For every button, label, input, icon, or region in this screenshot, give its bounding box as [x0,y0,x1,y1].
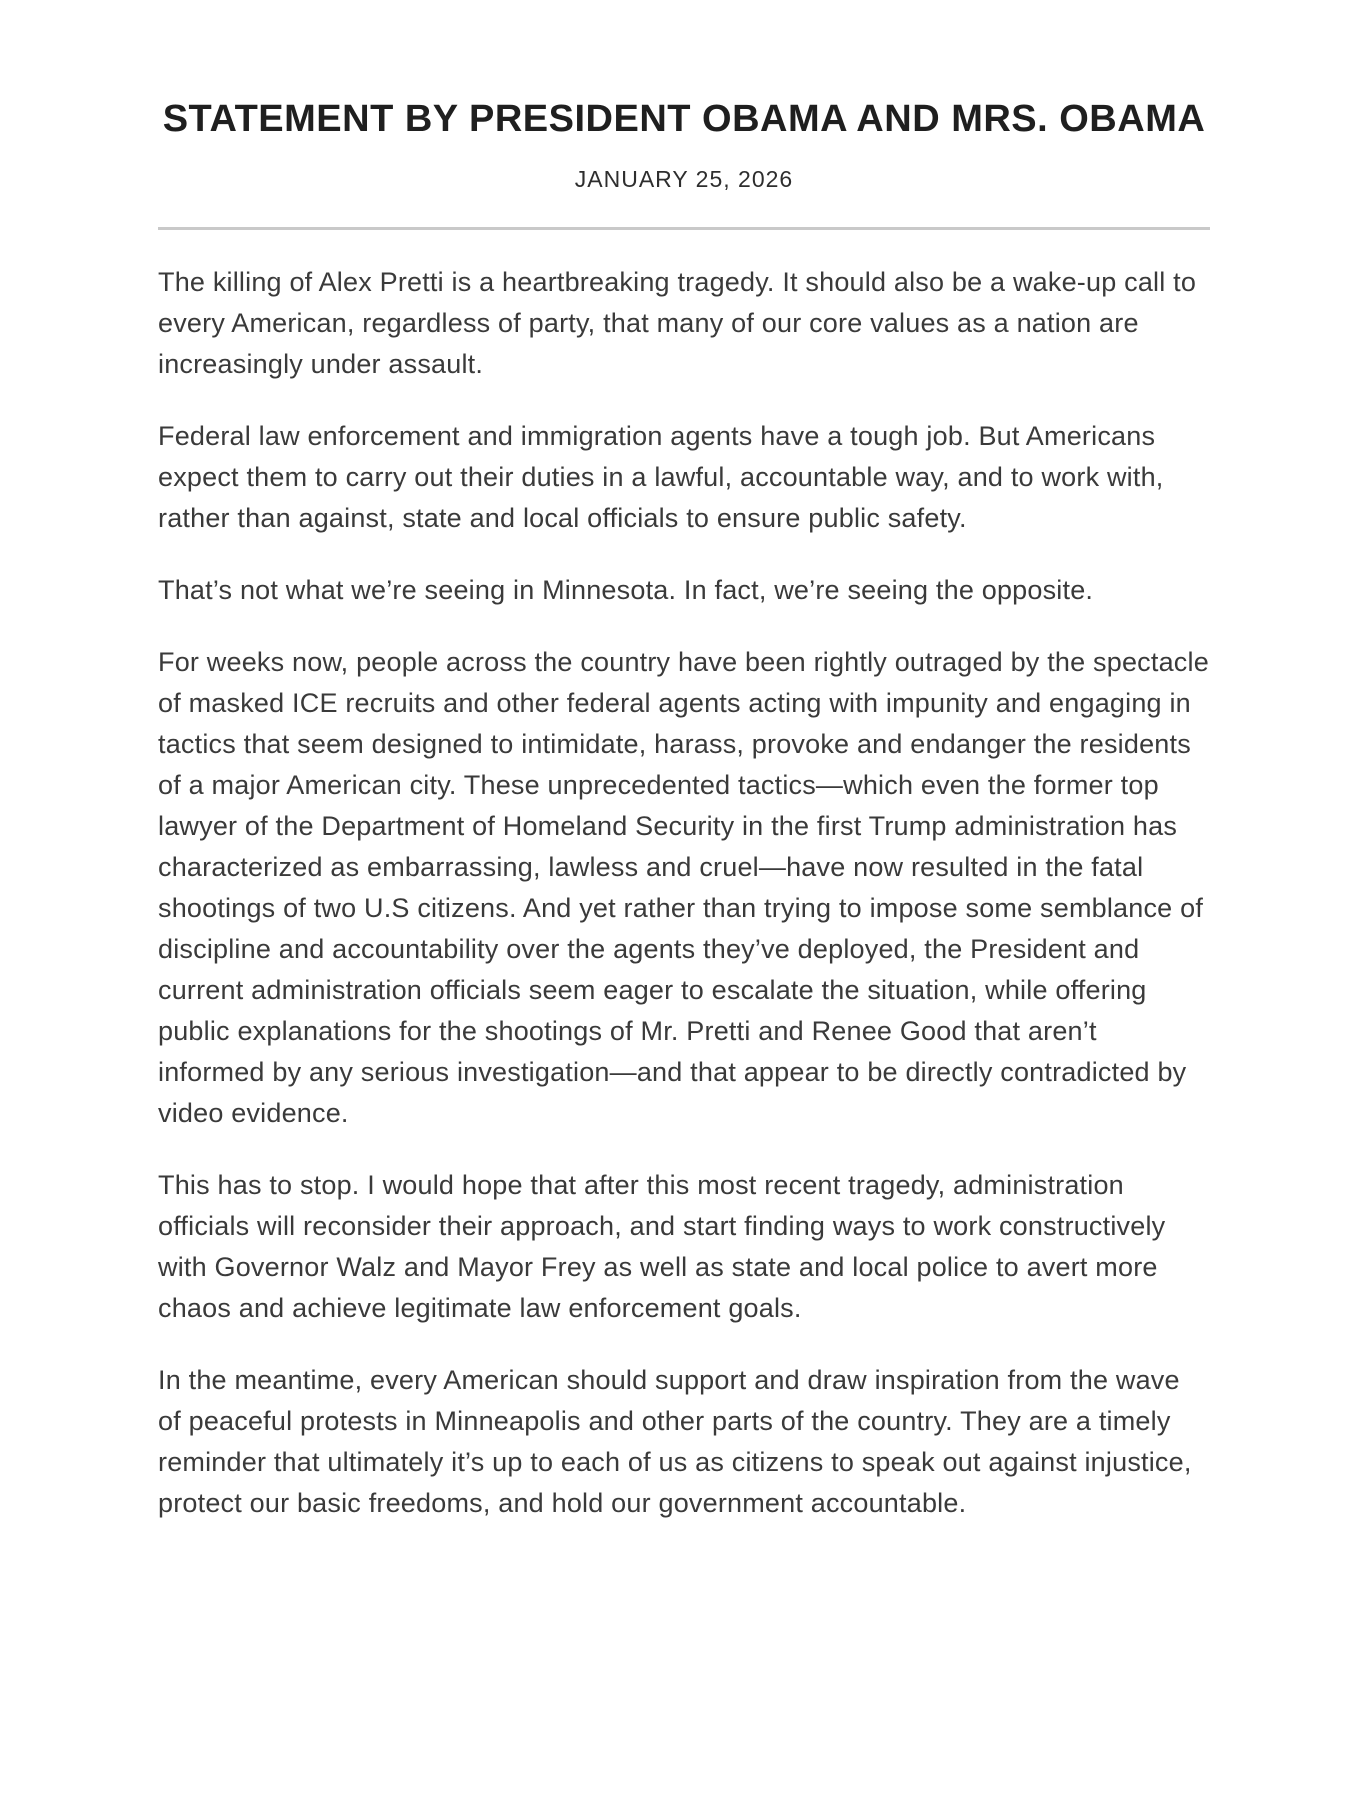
header-divider [158,227,1210,230]
statement-title: STATEMENT BY PRESIDENT OBAMA AND MRS. OBAMA [162,98,1206,140]
statement-header [158,98,1210,230]
statement-date: JANUARY 25, 2026 [574,166,794,193]
paragraph: In the meantime, every American should support and draw inspiration from the wave of peaceful protests in Minneapolis and other parts of the country. They are a timely reminder that ultimately it’s up to each of us as citizens to speak out against injustice, protect our basic freedoms, and hold our government accountable. [158,1365,1192,1519]
paragraph: For weeks now, people across the country have been rightly outraged by the spectacle of masked ICE recruits and other federal agents acting with impunity and engaging in tactics that seem designed to intimidate, harass, provoke and endanger the residents of a major American city. These unprecedented tactics—which even the former top lawyer of the Department of Homeland Security in the first Trump administration has characterized as embarrassing, lawless and cruel—have now resulted in the fatal shootings of two U.S citizens. And yet rather than trying to impose some semblance of discipline and accountability over the agents they’ve deployed, the President and current administration officials seem eager to escalate the situation, while offering public explanations for the shootings of Mr. Pretti and Renee Good that aren’t informed by any serious investigation—and that appear to be directly contradicted by video evidence. [158,647,1209,1129]
statement-body [158,262,1210,1524]
paragraph: This has to stop. I would hope that after this most recent tragedy, administration officials will reconsider their approach, and start finding ways to work constructively with Governor Walz and Mayor Frey as well as state and local police to avert more chaos and achieve legitimate law enforcement goals. [158,1170,1166,1324]
paragraph: That’s not what we’re seeing in Minnesota. In fact, we’re seeing the opposite. [158,575,1094,606]
statement-page [158,0,1210,1555]
paragraph: Federal law enforcement and immigration agents have a tough job. But Americans expect them to carry out their duties in a lawful, accountable way, and to work with, rather than against, state and local officials to ensure public safety. [158,421,1164,534]
paragraph: The killing of Alex Pretti is a heartbreaking tragedy. It should also be a wake-up call to every American, regardless of party, that many of our core values as a nation are increasingly under assault. [158,267,1197,380]
